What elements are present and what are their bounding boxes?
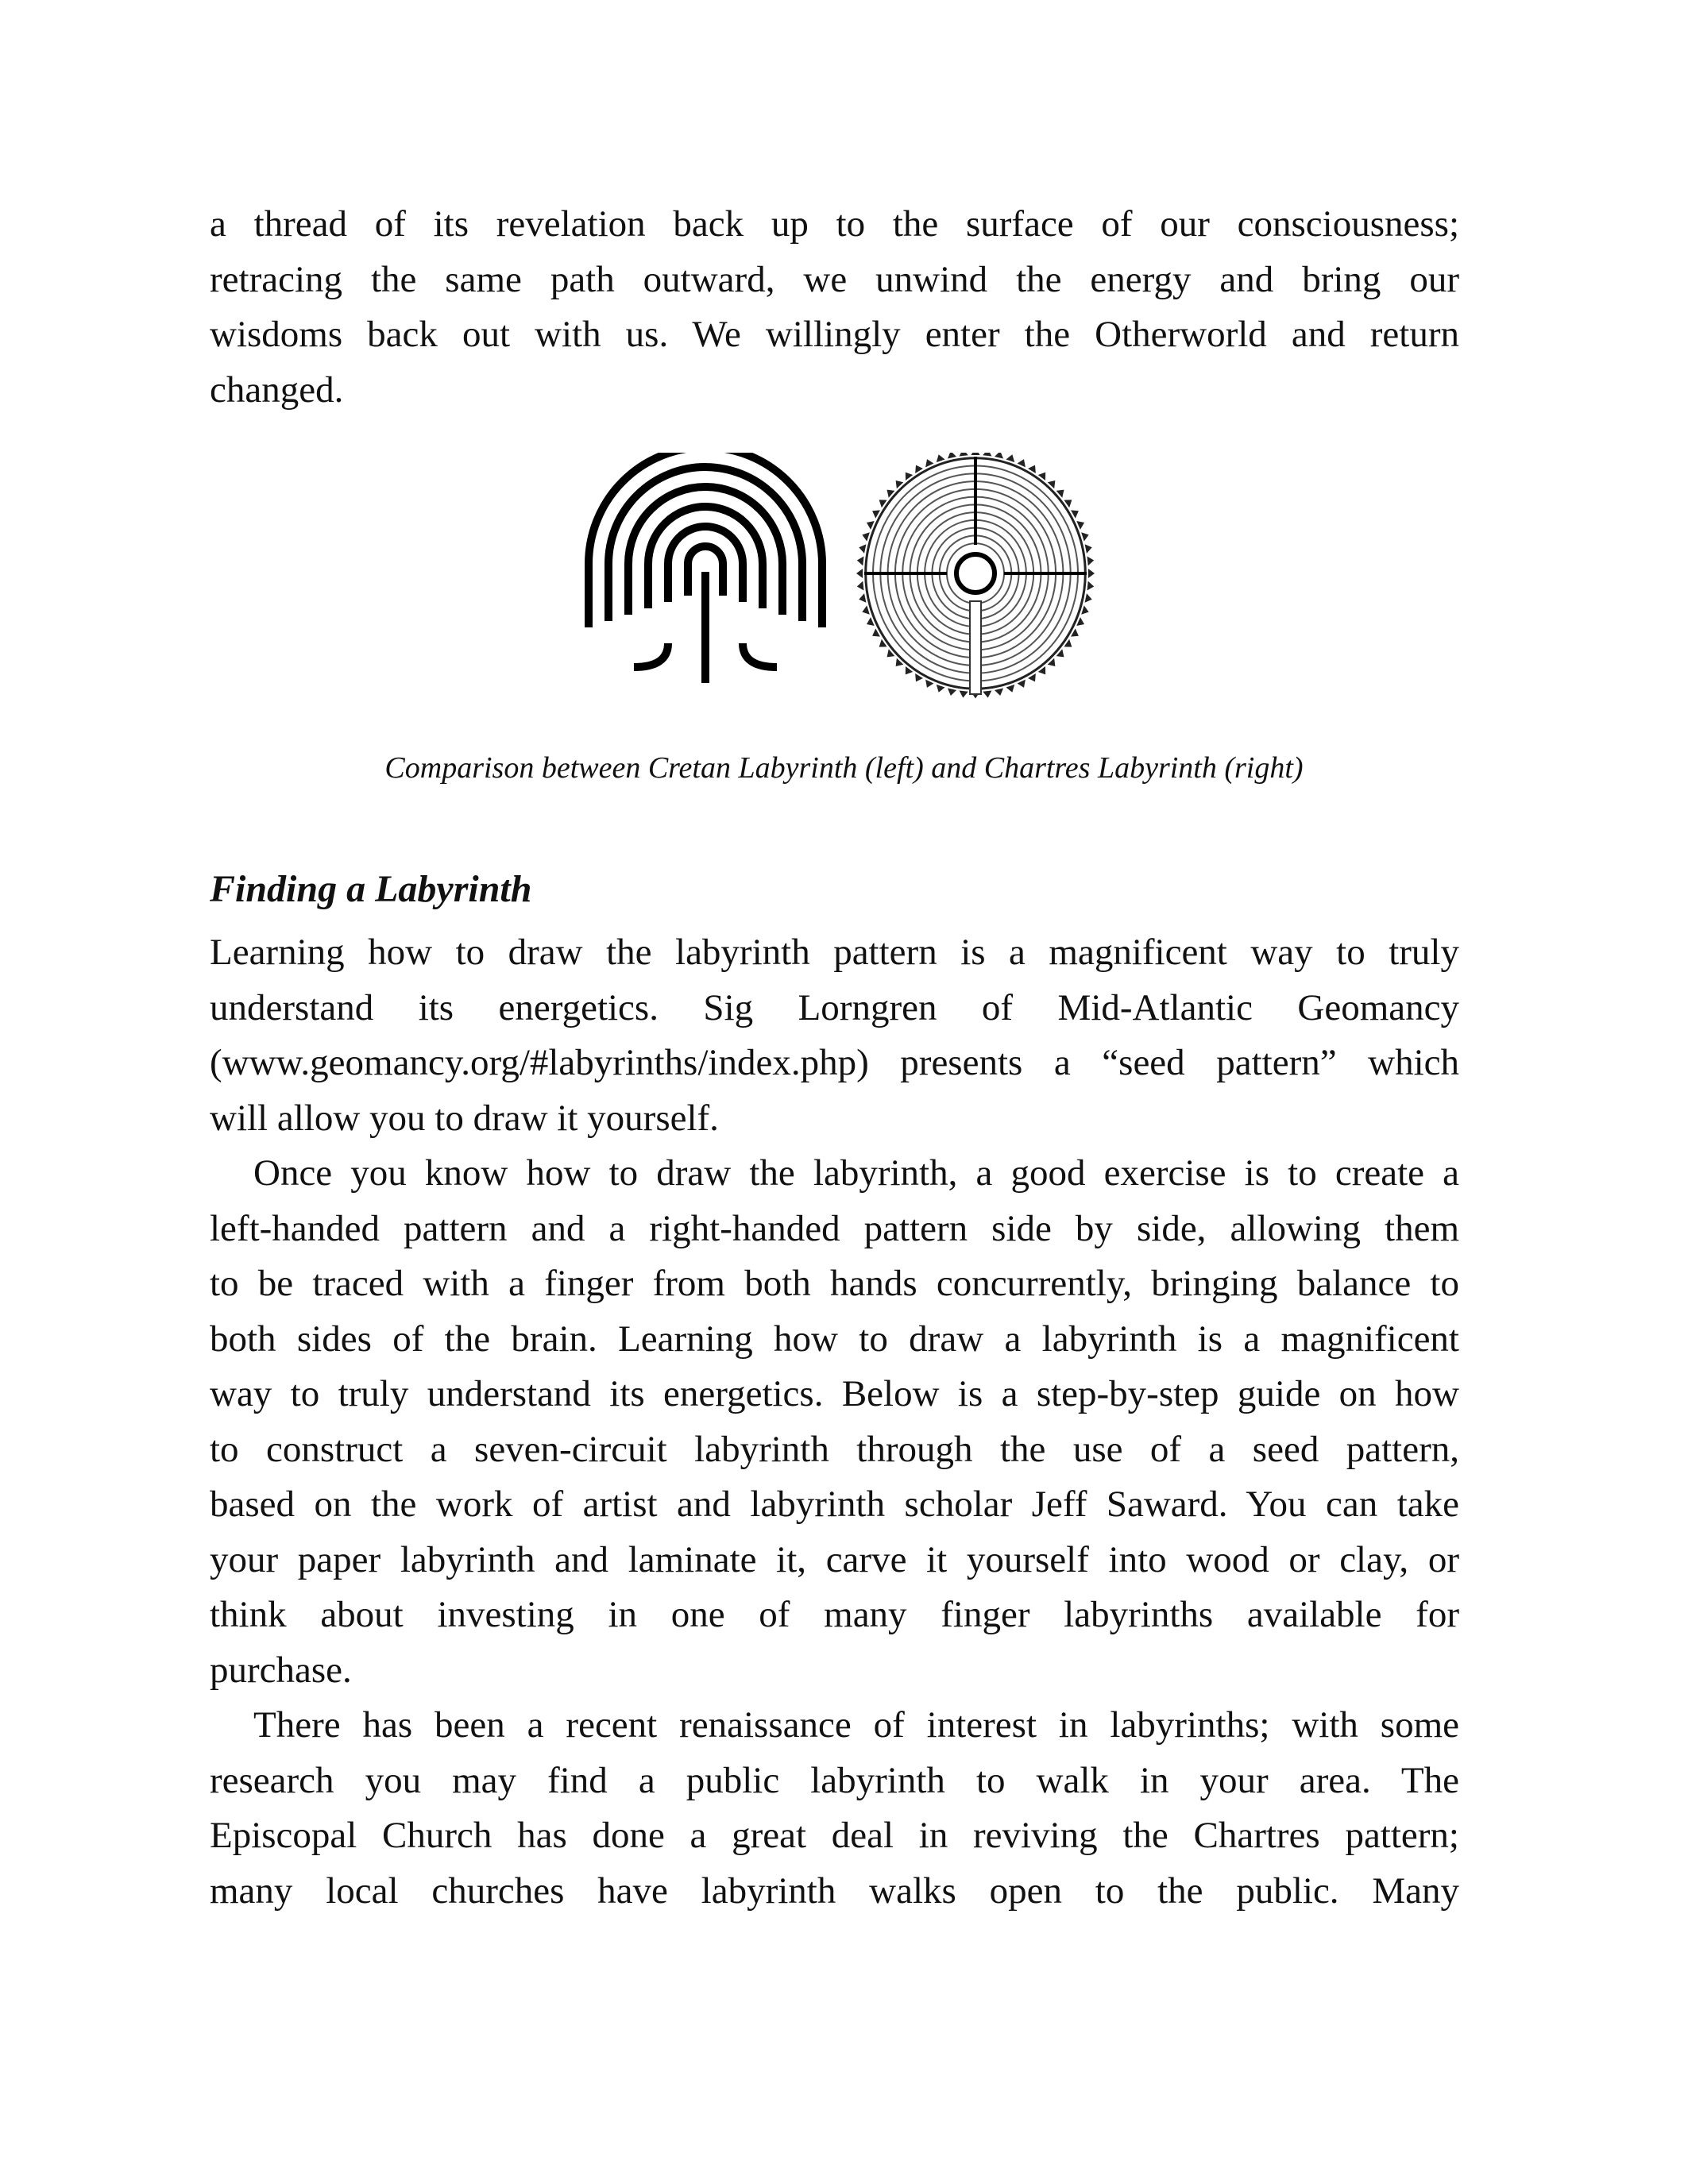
text-line: changed. — [210, 369, 344, 411]
labyrinth-lunation — [862, 532, 869, 541]
text-line: wisdoms back out with us. We willingly enter the Otherworld and return — [210, 314, 1459, 355]
text-line: retracing the same path outward, we unwind the energy and bring our — [210, 258, 1459, 300]
labyrinth-lunation — [1006, 685, 1014, 693]
labyrinth-lunation — [859, 593, 866, 603]
labyrinth-lunation — [995, 453, 1003, 459]
labyrinth-lunation — [948, 688, 956, 696]
labyrinth-lunation — [971, 453, 979, 455]
labyrinth-lunation — [857, 556, 864, 565]
labyrinth-lunation — [983, 691, 991, 698]
section-heading: Finding a Labyrinth — [210, 868, 532, 910]
cretan-labyrinth-image — [589, 453, 822, 683]
labyrinth-lunation — [937, 454, 945, 462]
labyrinth-lunation — [862, 605, 869, 614]
center-rosette — [956, 554, 995, 592]
text-line: think about investing in one of many finger labyrinths available for — [210, 1594, 1459, 1635]
labyrinth-lunation — [948, 453, 956, 459]
text-line: based on the work of artist and labyrinth scholar Jeff Saward. You can take — [210, 1484, 1459, 1525]
text-line: to be traced with a finger from both hands concurrently, bringing balance to — [210, 1263, 1459, 1304]
labyrinth-lunation — [995, 688, 1003, 696]
figure-caption: Comparison between Cretan Labyrinth (left) and Chartres Labyrinth (right) — [384, 751, 1304, 785]
chartres-labyrinth-image — [856, 453, 1095, 699]
text-line: Episcopal Church has done a great deal in reviving the Chartres pattern; — [210, 1815, 1459, 1856]
labyrinth-lunation — [1088, 569, 1095, 578]
labyrinth-lunation — [1081, 532, 1088, 541]
text-line: a thread of its revelation back up to the surface of our consciousness; — [210, 203, 1459, 245]
labyrinth-lunation — [1081, 605, 1088, 614]
text-line: many local churches have labyrinth walks open to the public. Many — [210, 1870, 1459, 1912]
body-text — [210, 925, 1459, 1919]
labyrinth-lunation — [859, 544, 866, 554]
labyrinth-lunation — [1087, 581, 1095, 591]
labyrinth-lunation — [1087, 556, 1095, 565]
labyrinth-lunation — [856, 569, 863, 578]
labyrinth-lunation — [1085, 593, 1092, 603]
text-line: There has been a recent renaissance of interest in labyrinths; with some — [253, 1704, 1459, 1746]
text-line: research you may find a public labyrinth to walk in your area. The — [210, 1759, 1459, 1801]
labyrinth-lunation — [937, 685, 945, 693]
text-line: both sides of the brain. Learning how to draw a labyrinth is a magnificent — [210, 1318, 1459, 1360]
text-line: (www.geomancy.org/#labyrinths/index.php) presents a “seed pattern” which — [210, 1042, 1459, 1083]
text-line: to construct a seven-circuit labyrinth through the use of a seed pattern, — [210, 1428, 1459, 1470]
text-line: Once you know how to draw the labyrinth, a good exercise is to create a — [253, 1152, 1459, 1194]
text-line: understand its energetics. Sig Lorngren of Mid-Atlantic Geomancy — [210, 986, 1459, 1028]
paragraph-intro — [210, 197, 1459, 418]
text-line: left-handed pattern and a right-handed pattern side by side, allowing them — [210, 1207, 1459, 1249]
labyrinth-lunation — [960, 453, 968, 456]
text-line: Learning how to draw the labyrinth pattern is a magnificent way to truly — [210, 932, 1459, 973]
labyrinth-lunation — [857, 581, 864, 591]
text-line: purchase. — [210, 1649, 352, 1691]
labyrinth-lunation — [983, 453, 991, 456]
labyrinth-lunation — [960, 691, 968, 698]
text-line: way to truly understand its energetics. Below is a step-by-step guide on how — [210, 1373, 1459, 1414]
labyrinth-figure — [572, 453, 1112, 699]
labyrinth-lunation — [1006, 454, 1014, 462]
labyrinth-lunation — [1085, 544, 1092, 554]
text-line: your paper labyrinth and laminate it, carve it yourself into wood or clay, or — [210, 1538, 1459, 1580]
text-line: will allow you to draw it yourself. — [210, 1097, 719, 1139]
